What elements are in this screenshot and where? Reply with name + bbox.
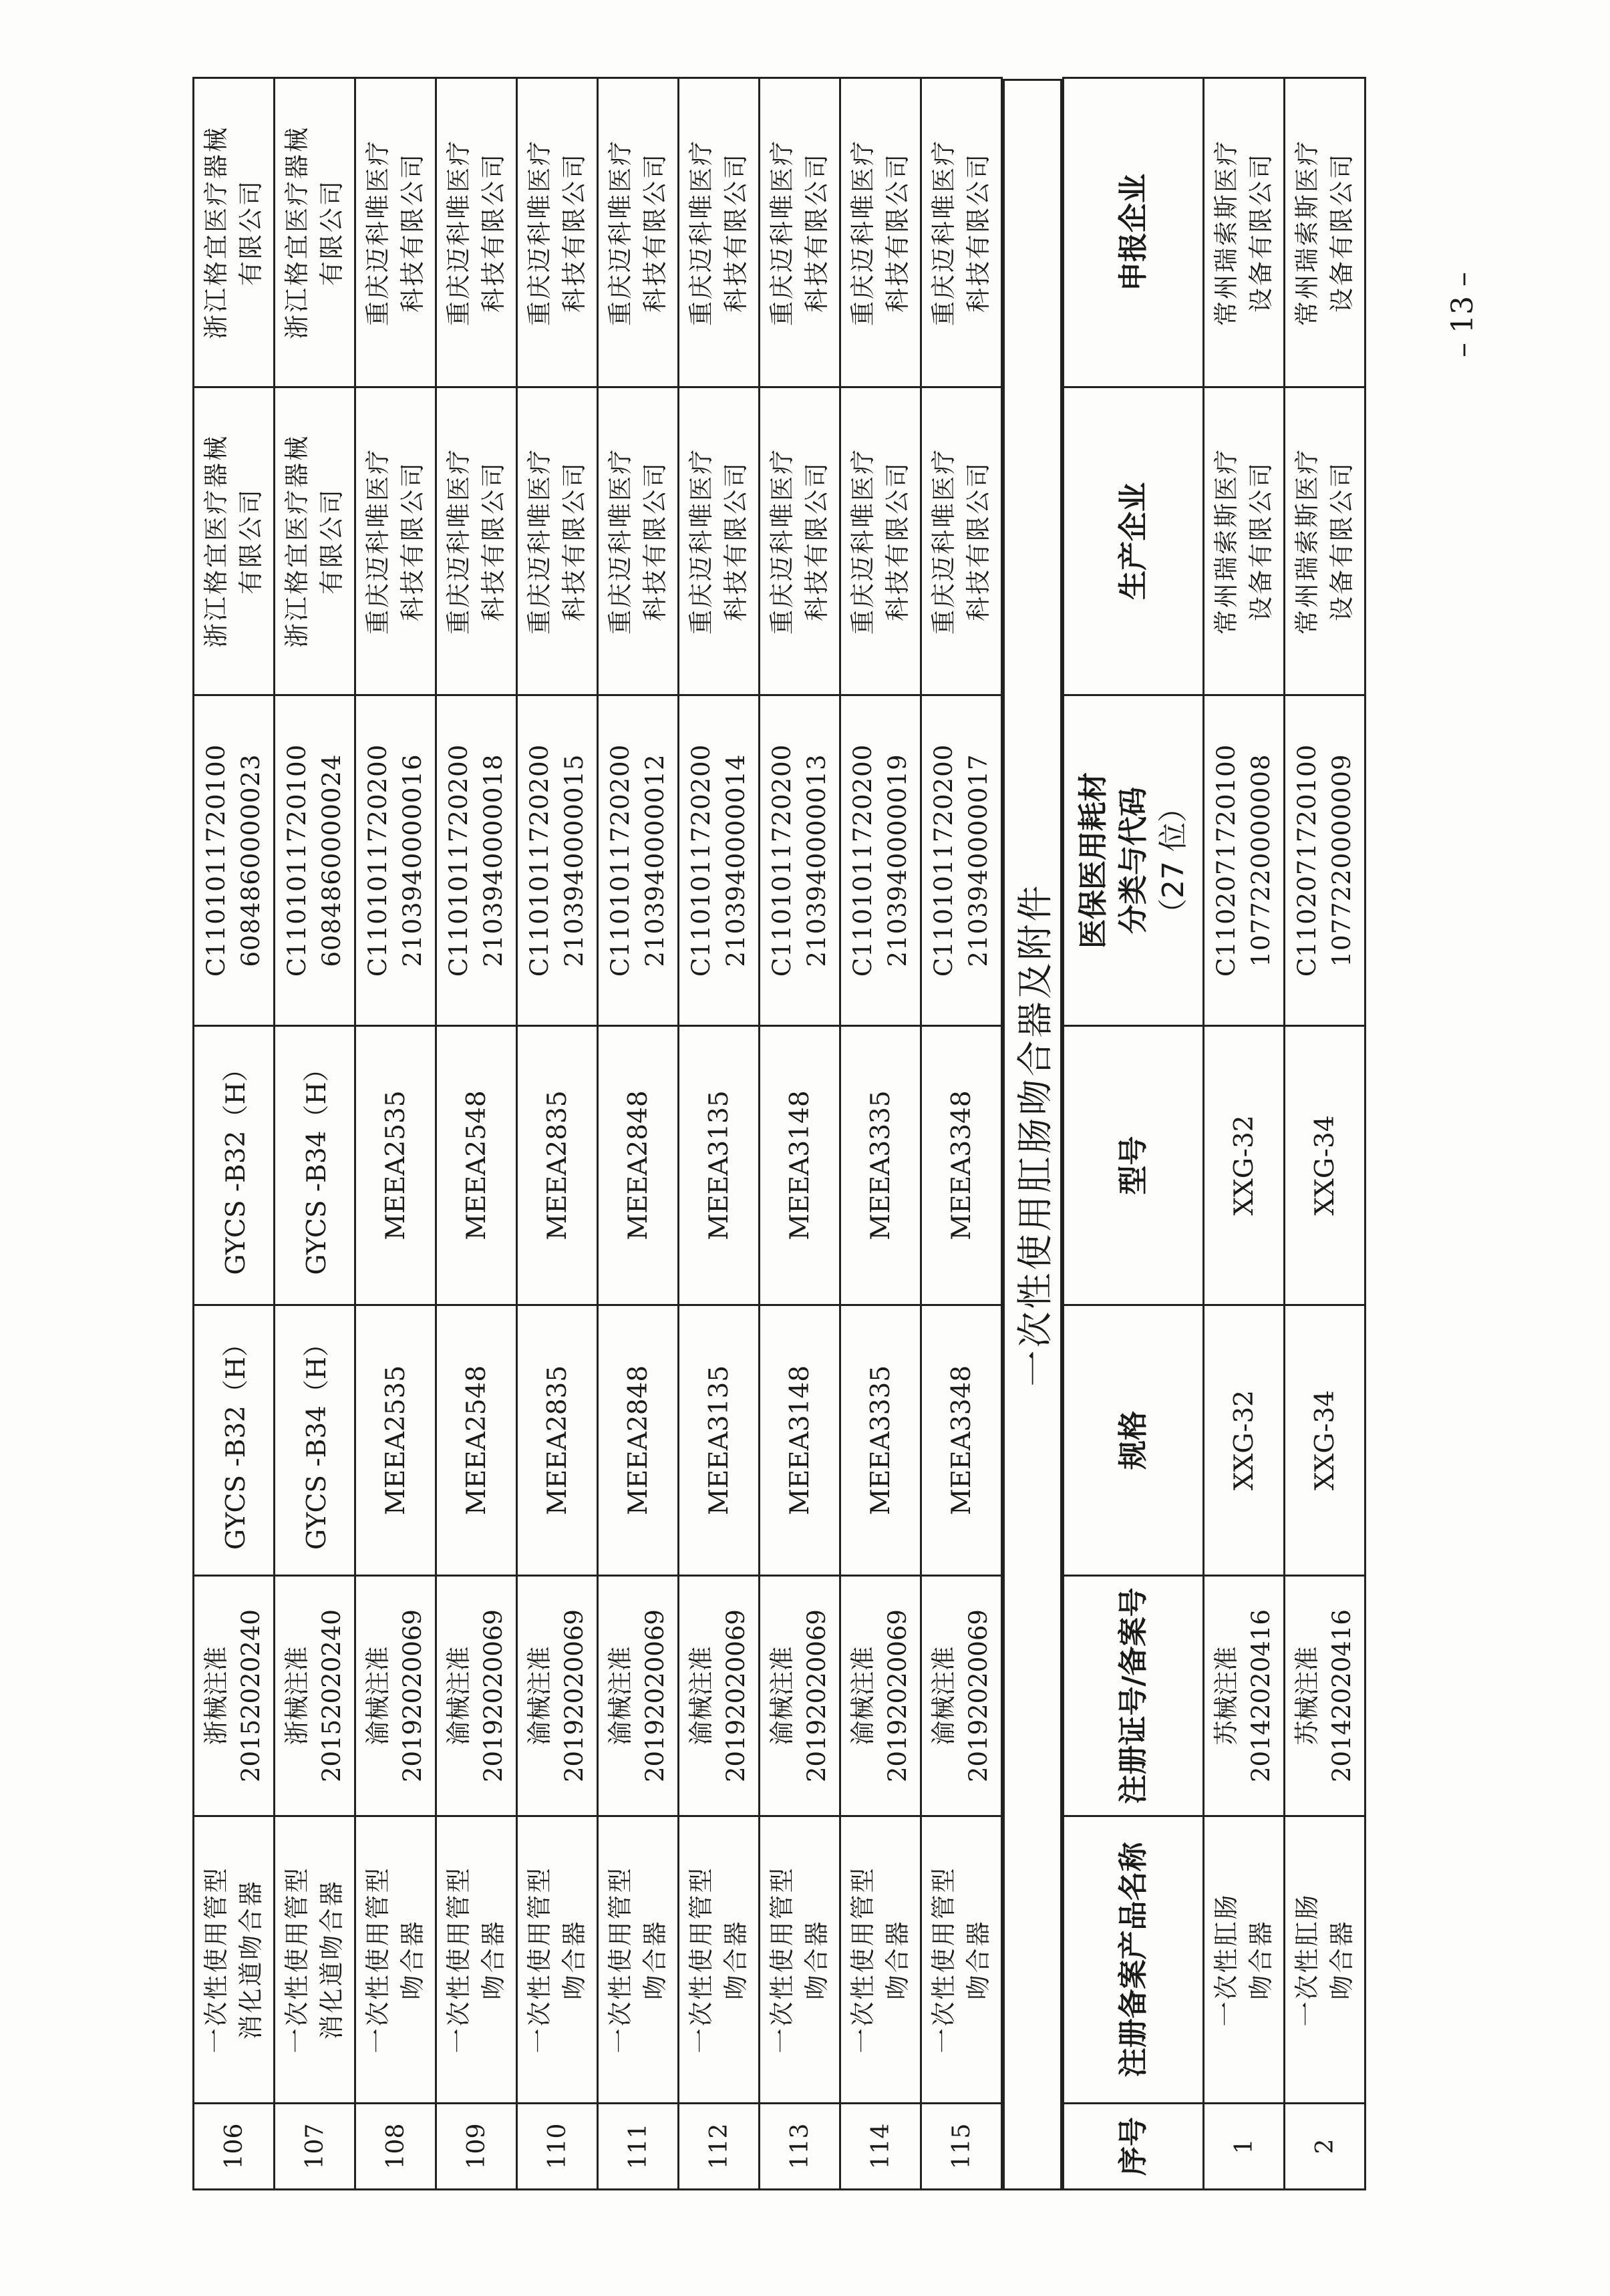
cell-specification: MEEA3135: [679, 1305, 760, 1576]
cell-registration-number: [275, 1576, 355, 1816]
cell-insurance-code-line-2: 2103940000016: [398, 754, 427, 967]
cell-insurance-code: [679, 695, 760, 1026]
cell-manufacturer-line-1: 重庆迈科唯医疗: [606, 448, 635, 635]
cell-model: GYCS -B34（H）: [275, 1026, 355, 1305]
cell-registration-number-line-1: 渝械注准: [606, 1646, 635, 1746]
cell-registration-number-line-1: 渝械注准: [768, 1646, 796, 1746]
cell-product-name-line-1: 一次性使用管型: [768, 1866, 796, 2054]
cell-registration-number: [679, 1576, 760, 1816]
cell-insurance-code: [355, 695, 436, 1026]
cell-registration-number-line-2: 20192020069: [560, 1609, 589, 1782]
cell-manufacturer-line-1: 重庆迈科唯医疗: [687, 448, 715, 635]
cell-applicant-line-2: 科技有限公司: [641, 152, 669, 313]
cell-index: 107: [275, 2104, 355, 2190]
cell-index: 106: [194, 2104, 275, 2190]
cell-applicant-line-2: 有限公司: [236, 179, 265, 286]
cell-applicant-line-1: 重庆迈科唯医疗: [687, 139, 715, 326]
section-title: 一次性使用肛肠吻合器及附件: [1004, 80, 1062, 2190]
cell-product-name: [275, 1816, 355, 2104]
cell-insurance-code: [275, 695, 355, 1026]
cell-manufacturer: [1204, 387, 1285, 695]
cell-registration-number-line-1: 浙械注准: [283, 1646, 311, 1746]
top-table-body: [194, 78, 1002, 2190]
cell-model: XXG-32: [1204, 1026, 1285, 1305]
cell-insurance-code-line-2: 2103940000013: [802, 754, 831, 967]
cell-applicant-line-1: 重庆迈科唯医疗: [363, 139, 392, 326]
cell-registration-number-line-2: 20192020069: [641, 1609, 669, 1782]
cell-registration-number: [760, 1576, 840, 1816]
cell-registration-number: [598, 1576, 679, 1816]
table-row: [517, 78, 598, 2190]
cell-registration-number-line-2: 20192020069: [721, 1609, 750, 1782]
cell-product-name-line-1: 一次性使用管型: [444, 1866, 473, 2054]
header-code-line-1: 医保医用耗材: [1076, 772, 1110, 949]
cell-manufacturer-line-2: 科技有限公司: [883, 461, 912, 621]
cell-applicant-line-2: 科技有限公司: [398, 152, 427, 313]
cell-specification: MEEA3148: [760, 1305, 840, 1576]
cell-registration-number: [517, 1576, 598, 1816]
cell-registration-number-line-1: 苏械注准: [1293, 1646, 1321, 1746]
cell-manufacturer-line-2: 科技有限公司: [964, 461, 993, 621]
cell-applicant-line-1: 重庆迈科唯医疗: [768, 139, 796, 326]
cell-registration-number-line-2: 20192020069: [964, 1609, 993, 1782]
cell-product-name-line-1: 一次性使用管型: [525, 1866, 554, 2054]
page-number: – 13 –: [1446, 272, 1480, 357]
cell-registration-number-line-2: 20192020069: [398, 1609, 427, 1782]
cell-product-name: [436, 1816, 517, 2104]
cell-index: 113: [760, 2104, 840, 2190]
cell-product-name-line-2: 消化道吻合器: [236, 1879, 265, 2040]
cell-product-name: [1285, 1816, 1365, 2104]
table-content: [192, 79, 1392, 2190]
cell-product-name-line-1: 一次性使用管型: [283, 1866, 311, 2054]
cell-insurance-code: [921, 695, 1002, 1026]
cell-manufacturer-line-1: 浙江格宜医疗器械: [202, 434, 230, 648]
cell-registration-number: [1285, 1576, 1365, 1816]
cell-registration-number: [194, 1576, 275, 1816]
cell-model: GYCS -B32（H）: [194, 1026, 275, 1305]
cell-registration-number-line-1: 渝械注准: [363, 1646, 392, 1746]
header-specification: 规格: [1064, 1305, 1204, 1576]
cell-applicant-line-1: 浙江格宜医疗器械: [202, 126, 230, 339]
cell-insurance-code-line-2: 6084860000023: [236, 754, 265, 967]
cell-applicant-line-1: 重庆迈科唯医疗: [848, 139, 877, 326]
table-row: [194, 78, 275, 2190]
cell-registration-number-line-1: 苏械注准: [1212, 1646, 1241, 1746]
cell-registration-number-line-1: 渝械注准: [444, 1646, 473, 1746]
cell-insurance-code-line-1: C1101011720100: [283, 744, 311, 977]
cell-product-name-line-2: 吻合器: [721, 1919, 750, 2000]
header-code-line-2: 分类与代码: [1116, 787, 1150, 934]
table-row: [598, 78, 679, 2190]
cell-manufacturer-line-2: 有限公司: [236, 488, 265, 595]
cell-product-name-line-2: 吻合器: [1327, 1919, 1356, 2000]
cell-registration-number-line-2: 20192020069: [802, 1609, 831, 1782]
cell-applicant: [1285, 78, 1365, 387]
cell-manufacturer-line-2: 设备有限公司: [1327, 461, 1356, 621]
cell-insurance-code-line-2: 2103940000015: [560, 754, 589, 967]
cell-product-name-line-1: 一次性使用管型: [202, 1866, 230, 2054]
cell-manufacturer-line-1: 重庆迈科唯医疗: [929, 448, 958, 635]
cell-insurance-code-line-1: C1101011720200: [929, 744, 958, 977]
cell-manufacturer-line-2: 设备有限公司: [1247, 461, 1275, 621]
cell-product-name: [1204, 1816, 1285, 2104]
cell-applicant: [275, 78, 355, 387]
cell-applicant-line-2: 科技有限公司: [479, 152, 508, 313]
cell-model: MEEA2835: [517, 1026, 598, 1305]
cell-registration-number: [1204, 1576, 1285, 1816]
cell-registration-number-line-2: 20192020069: [883, 1609, 912, 1782]
cell-manufacturer-line-2: 科技有限公司: [721, 461, 750, 621]
cell-registration-number-line-1: 渝械注准: [848, 1646, 877, 1746]
cell-applicant: [1204, 78, 1285, 387]
cell-model: MEEA2535: [355, 1026, 436, 1305]
cell-specification: MEEA2848: [598, 1305, 679, 1576]
cell-manufacturer: [355, 387, 436, 695]
cell-product-name: [598, 1816, 679, 2104]
cell-product-name: [760, 1816, 840, 2104]
cell-manufacturer: [840, 387, 921, 695]
cell-specification: MEEA3335: [840, 1305, 921, 1576]
cell-manufacturer-line-1: 重庆迈科唯医疗: [848, 448, 877, 635]
header-applicant: 申报企业: [1064, 78, 1204, 387]
cell-insurance-code: [1285, 695, 1365, 1026]
cell-applicant: [194, 78, 275, 387]
header-insurance-code: [1064, 695, 1204, 1026]
cell-insurance-code-line-1: C1101011720200: [606, 744, 635, 977]
cell-product-name-line-1: 一次性使用管型: [929, 1866, 958, 2054]
cell-specification: XXG-34: [1285, 1305, 1365, 1576]
cell-product-name: [679, 1816, 760, 2104]
cell-applicant-line-2: 有限公司: [317, 179, 346, 286]
cell-insurance-code: [840, 695, 921, 1026]
cell-applicant-line-1: 浙江格宜医疗器械: [283, 126, 311, 339]
cell-insurance-code-line-2: 2103940000017: [964, 754, 993, 967]
cell-insurance-code: [1204, 695, 1285, 1026]
cell-index: 2: [1285, 2104, 1365, 2190]
cell-insurance-code: [194, 695, 275, 1026]
cell-registration-number-line-2: 20152020240: [317, 1609, 346, 1782]
cell-manufacturer-line-2: 科技有限公司: [641, 461, 669, 621]
cell-product-name: [921, 1816, 1002, 2104]
cell-index: 110: [517, 2104, 598, 2190]
cell-manufacturer-line-1: 常州瑞索斯医疗: [1212, 448, 1241, 635]
cell-insurance-code: [598, 695, 679, 1026]
cell-product-name-line-1: 一次性肛肠: [1293, 1893, 1321, 2027]
header-product-name: 注册备案产品名称: [1064, 1816, 1204, 2104]
anorectal-stapler-table: [1062, 77, 1366, 2190]
table-row: [679, 78, 760, 2190]
cell-applicant: [921, 78, 1002, 387]
cell-product-name-line-2: 吻合器: [883, 1919, 912, 2000]
cell-insurance-code-line-1: C1101011720200: [687, 744, 715, 977]
cell-registration-number-line-2: 20142020416: [1247, 1609, 1275, 1782]
cell-manufacturer: [598, 387, 679, 695]
cell-insurance-code: [760, 695, 840, 1026]
cell-specification: MEEA3348: [921, 1305, 1002, 1576]
cell-insurance-code: [517, 695, 598, 1026]
cell-index: 115: [921, 2104, 1002, 2190]
table-row: [760, 78, 840, 2190]
cell-registration-number: [355, 1576, 436, 1816]
cell-product-name-line-2: 吻合器: [479, 1919, 508, 2000]
cell-registration-number: [921, 1576, 1002, 1816]
cell-manufacturer: [921, 387, 1002, 695]
cell-applicant-line-2: 科技有限公司: [964, 152, 993, 313]
cell-manufacturer-line-2: 科技有限公司: [479, 461, 508, 621]
cell-registration-number-line-1: 浙械注准: [202, 1646, 230, 1746]
cell-insurance-code-line-2: 2103940000012: [641, 754, 669, 967]
header-model: 型号: [1064, 1026, 1204, 1305]
cell-manufacturer-line-1: 浙江格宜医疗器械: [283, 434, 311, 648]
cell-product-name-line-1: 一次性使用管型: [687, 1866, 715, 2054]
cell-specification: MEEA2535: [355, 1305, 436, 1576]
cell-insurance-code-line-2: 2103940000014: [721, 754, 750, 967]
cell-specification: GYCS -B32（H）: [194, 1305, 275, 1576]
cell-registration-number: [840, 1576, 921, 1816]
cell-specification: XXG-32: [1204, 1305, 1285, 1576]
cell-index: 1: [1204, 2104, 1285, 2190]
table-row: [921, 78, 1002, 2190]
cell-product-name: [840, 1816, 921, 2104]
cell-manufacturer-line-2: 科技有限公司: [398, 461, 427, 621]
cell-index: 114: [840, 2104, 921, 2190]
table-row: [1285, 78, 1365, 2190]
cell-model: MEEA3135: [679, 1026, 760, 1305]
cell-product-name: [355, 1816, 436, 2104]
header-index: 序号: [1064, 2104, 1204, 2190]
cell-applicant-line-1: 重庆迈科唯医疗: [606, 139, 635, 326]
cell-applicant: [436, 78, 517, 387]
product-table-continued: [192, 77, 1003, 2190]
cell-model: MEEA3348: [921, 1026, 1002, 1305]
cell-insurance-code-line-1: C1102071720100: [1293, 744, 1321, 977]
cell-insurance-code-line-2: 6084860000024: [317, 754, 346, 967]
cell-applicant-line-2: 设备有限公司: [1247, 152, 1275, 313]
cell-product-name-line-1: 一次性肛肠: [1212, 1893, 1241, 2027]
cell-manufacturer-line-1: 常州瑞索斯医疗: [1293, 448, 1321, 635]
cell-specification: MEEA2835: [517, 1305, 598, 1576]
cell-applicant-line-2: 科技有限公司: [560, 152, 589, 313]
cell-applicant: [598, 78, 679, 387]
cell-insurance-code-line-1: C1101011720200: [848, 744, 877, 977]
cell-model: MEEA3148: [760, 1026, 840, 1305]
table-row: [1204, 78, 1285, 2190]
cell-applicant-line-2: 设备有限公司: [1327, 152, 1356, 313]
cell-applicant: [760, 78, 840, 387]
cell-registration-number-line-1: 渝械注准: [525, 1646, 554, 1746]
cell-insurance-code-line-2: 1077220000008: [1247, 754, 1275, 967]
cell-insurance-code-line-2: 1077220000009: [1327, 754, 1356, 967]
cell-registration-number-line-2: 20192020069: [479, 1609, 508, 1782]
cell-insurance-code-line-1: C1101011720200: [768, 744, 796, 977]
cell-applicant-line-1: 重庆迈科唯医疗: [525, 139, 554, 326]
cell-product-name-line-2: 吻合器: [641, 1919, 669, 2000]
cell-specification: GYCS -B34（H）: [275, 1305, 355, 1576]
cell-model: XXG-34: [1285, 1026, 1365, 1305]
cell-insurance-code-line-2: 2103940000018: [479, 754, 508, 967]
cell-product-name: [517, 1816, 598, 2104]
cell-product-name-line-1: 一次性使用管型: [848, 1866, 877, 2054]
cell-insurance-code-line-1: C1102071720100: [1212, 744, 1241, 977]
cell-manufacturer-line-1: 重庆迈科唯医疗: [363, 448, 392, 635]
cell-registration-number-line-2: 20142020416: [1327, 1609, 1356, 1782]
cell-insurance-code-line-1: C1101011720200: [444, 744, 473, 977]
cell-manufacturer: [194, 387, 275, 695]
cell-manufacturer: [679, 387, 760, 695]
cell-registration-number: [436, 1576, 517, 1816]
cell-manufacturer-line-2: 科技有限公司: [802, 461, 831, 621]
cell-product-name-line-1: 一次性使用管型: [363, 1866, 392, 2054]
cell-applicant: [840, 78, 921, 387]
cell-insurance-code-line-2: 2103940000019: [883, 754, 912, 967]
cell-manufacturer: [760, 387, 840, 695]
header-row: [1064, 78, 1204, 2190]
cell-model: MEEA3335: [840, 1026, 921, 1305]
cell-manufacturer-line-2: 有限公司: [317, 488, 346, 595]
cell-applicant-line-1: 常州瑞索斯医疗: [1212, 139, 1241, 326]
cell-manufacturer: [1285, 387, 1365, 695]
cell-manufacturer-line-1: 重庆迈科唯医疗: [768, 448, 796, 635]
cell-product-name-line-2: 吻合器: [560, 1919, 589, 2000]
cell-product-name-line-1: 一次性使用管型: [606, 1866, 635, 2054]
cell-manufacturer: [517, 387, 598, 695]
table-row: [436, 78, 517, 2190]
cell-applicant-line-2: 科技有限公司: [721, 152, 750, 313]
cell-index: 108: [355, 2104, 436, 2190]
cell-product-name-line-2: 消化道吻合器: [317, 1879, 346, 2040]
cell-product-name-line-2: 吻合器: [802, 1919, 831, 2000]
cell-insurance-code-line-1: C1101011720200: [363, 744, 392, 977]
cell-model: MEEA2848: [598, 1026, 679, 1305]
cell-applicant: [679, 78, 760, 387]
cell-registration-number-line-2: 20152020240: [236, 1609, 265, 1782]
cell-manufacturer-line-1: 重庆迈科唯医疗: [444, 448, 473, 635]
cell-manufacturer: [436, 387, 517, 695]
cell-insurance-code-line-1: C1101011720100: [202, 744, 230, 977]
cell-manufacturer-line-1: 重庆迈科唯医疗: [525, 448, 554, 635]
cell-applicant-line-1: 重庆迈科唯医疗: [444, 139, 473, 326]
header-manufacturer: 生产企业: [1064, 387, 1204, 695]
cell-insurance-code-line-1: C1101011720200: [525, 744, 554, 977]
cell-product-name-line-2: 吻合器: [964, 1919, 993, 2000]
cell-applicant: [517, 78, 598, 387]
cell-applicant-line-2: 科技有限公司: [802, 152, 831, 313]
cell-product-name-line-2: 吻合器: [398, 1919, 427, 2000]
cell-index: 111: [598, 2104, 679, 2190]
section-table-body: [1064, 78, 1365, 2190]
cell-model: MEEA2548: [436, 1026, 517, 1305]
cell-manufacturer: [275, 387, 355, 695]
cell-product-name: [194, 1816, 275, 2104]
cell-product-name-line-2: 吻合器: [1247, 1919, 1275, 2000]
cell-applicant: [355, 78, 436, 387]
section-title-table: [1003, 79, 1062, 2190]
cell-registration-number-line-1: 渝械注准: [687, 1646, 715, 1746]
table-row: [840, 78, 921, 2190]
table-row: [355, 78, 436, 2190]
cell-specification: MEEA2548: [436, 1305, 517, 1576]
cell-registration-number-line-1: 渝械注准: [929, 1646, 958, 1746]
cell-applicant-line-2: 科技有限公司: [883, 152, 912, 313]
cell-index: 112: [679, 2104, 760, 2190]
cell-index: 109: [436, 2104, 517, 2190]
header-code-line-3: （27 位）: [1156, 793, 1190, 928]
cell-applicant-line-1: 常州瑞索斯医疗: [1293, 139, 1321, 326]
header-registration-number: 注册证号/备案号: [1064, 1576, 1204, 1816]
cell-applicant-line-1: 重庆迈科唯医疗: [929, 139, 958, 326]
table-row: [275, 78, 355, 2190]
cell-manufacturer-line-2: 科技有限公司: [560, 461, 589, 621]
cell-insurance-code: [436, 695, 517, 1026]
